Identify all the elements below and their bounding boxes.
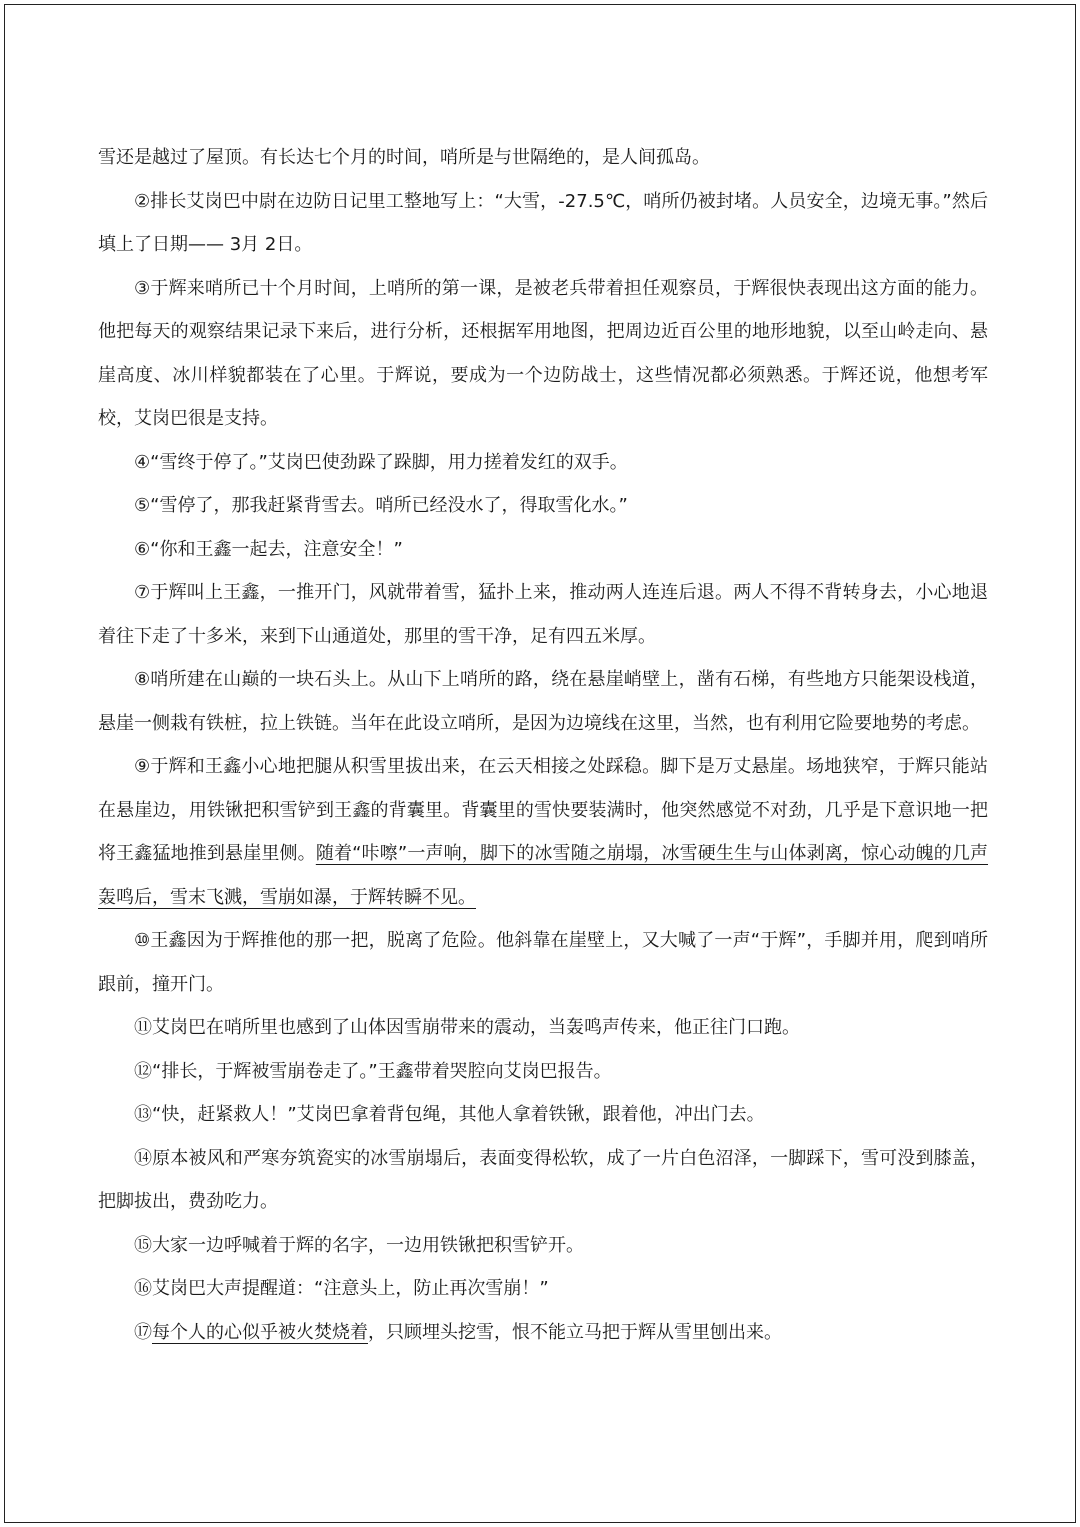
paragraph-8: ⑧哨所建在山巅的一块石头上。从山下上哨所的路，绕在悬崖峭壁上，凿有石梯，有些地方只能架设栈道，悬崖一侧栽有铁桩，拉上铁链。当年在此设立哨所，是因为边境线在这里，当然，也有利用它险要地势的考虑。 xyxy=(98,669,988,734)
paragraph-3: ③于辉来哨所已十个月时间，上哨所的第一课，是被老兵带着担任观察员，于辉很快表现出这方面的能力。他把每天的观察结果记录下来后，进行分析，还根据军用地图，把周边近百公里的地形地貌，以至山岭走向、悬崖高度、冰川样貌都装在了心里。于辉说，要成为一个边防战士，这些情况都必须熟悉。于辉还说，他想考军校，艾岗巴很是支持。 xyxy=(98,277,988,429)
paragraph-15: ⑮大家一边呼喊着于辉的名字，一边用铁锹把积雪铲开。 xyxy=(134,1234,584,1256)
paragraph-17 xyxy=(98,1311,988,1355)
paragraph-14: ⑭原本被风和严寒夯筑瓷实的冰雪崩塌后，表面变得松软，成了一片白色沼泽，一脚踩下，雪可没到膝盖，把脚拔出，费劲吃力。 xyxy=(98,1147,988,1212)
paragraph-13: ⑬“快，赶紧救人！”艾岗巴拿着背包绳，其他人拿着铁锹，跟着他，冲出门去。 xyxy=(134,1104,765,1125)
paragraph-17-number: ⑰ xyxy=(134,1321,152,1343)
paragraph-17-underlined-phrase: 每个人的心似乎被火焚烧着 xyxy=(152,1321,368,1343)
paragraph-9-underlined-sentence: 随着“咔嚓”一声响，脚下的冰雪随之崩塌，冰雪硬生生与山体剥离，惊心动魄的几声轰鸣后，雪末飞溅，雪崩如瀑，于辉转瞬不见。 xyxy=(98,843,989,908)
paragraph-11: ⑪艾岗巴在哨所里也感到了山体因雪崩带来的震动，当轰鸣声传来，他正往门口跑。 xyxy=(134,1017,800,1038)
paragraph-17-text: ，只顾埋头挖雪，恨不能立马把于辉从雪里刨出来。 xyxy=(368,1321,782,1343)
paragraph-1-continued: 雪还是越过了屋顶。有长达七个月的时间，哨所是与世隔绝的，是人间孤岛。 xyxy=(98,147,710,168)
paragraph-16: ⑯艾岗巴大声提醒道：“注意头上，防止再次雪崩！” xyxy=(134,1278,549,1299)
paragraph-6: ⑥“你和王鑫一起去，注意安全！” xyxy=(134,538,403,560)
paragraph-4: ④“雪终于停了。”艾岗巴使劲跺了跺脚，用力搓着发红的双手。 xyxy=(134,451,628,473)
story-text xyxy=(98,136,988,1354)
paragraph-7: ⑦于辉叫上王鑫，一推开门，风就带着雪，猛扑上来，推动两人连连后退。两人不得不背转身去，小心地退着往下走了十多米，来到下山通道处，那里的雪干净，足有四五米厚。 xyxy=(98,582,988,647)
paragraph-9 xyxy=(98,745,988,919)
paragraph-12: ⑫“排长，于辉被雪崩卷走了。”王鑫带着哭腔向艾岗巴报告。 xyxy=(134,1060,612,1082)
paragraph-10: ⑩王鑫因为于辉推他的那一把，脱离了危险。他斜靠在崖壁上，又大喊了一声“于辉”，手脚并用，爬到哨所跟前，撞开门。 xyxy=(98,930,988,995)
paragraph-9-text: ⑨于辉和王鑫小心地把腿从积雪里拔出来，在云天相接之处踩稳。脚下是万丈悬崖。场地狭窄，于辉只能站在悬崖边，用铁锹把积雪铲到王鑫的背囊里。背囊里的雪快要装满时，他突然感觉不对劲，几乎是下意识地一把将王鑫猛地推到悬崖里侧。 xyxy=(98,756,988,864)
paragraph-5: ⑤“雪停了，那我赶紧背雪去。哨所已经没水了，得取雪化水。” xyxy=(134,495,628,516)
paragraph-2: ②排长艾岗巴中尉在边防日记里工整地写上：“大雪，-27.5℃，哨所仍被封堵。人员安全，边境无事。”然后填上了日期—— 3月 2日。 xyxy=(98,190,988,255)
